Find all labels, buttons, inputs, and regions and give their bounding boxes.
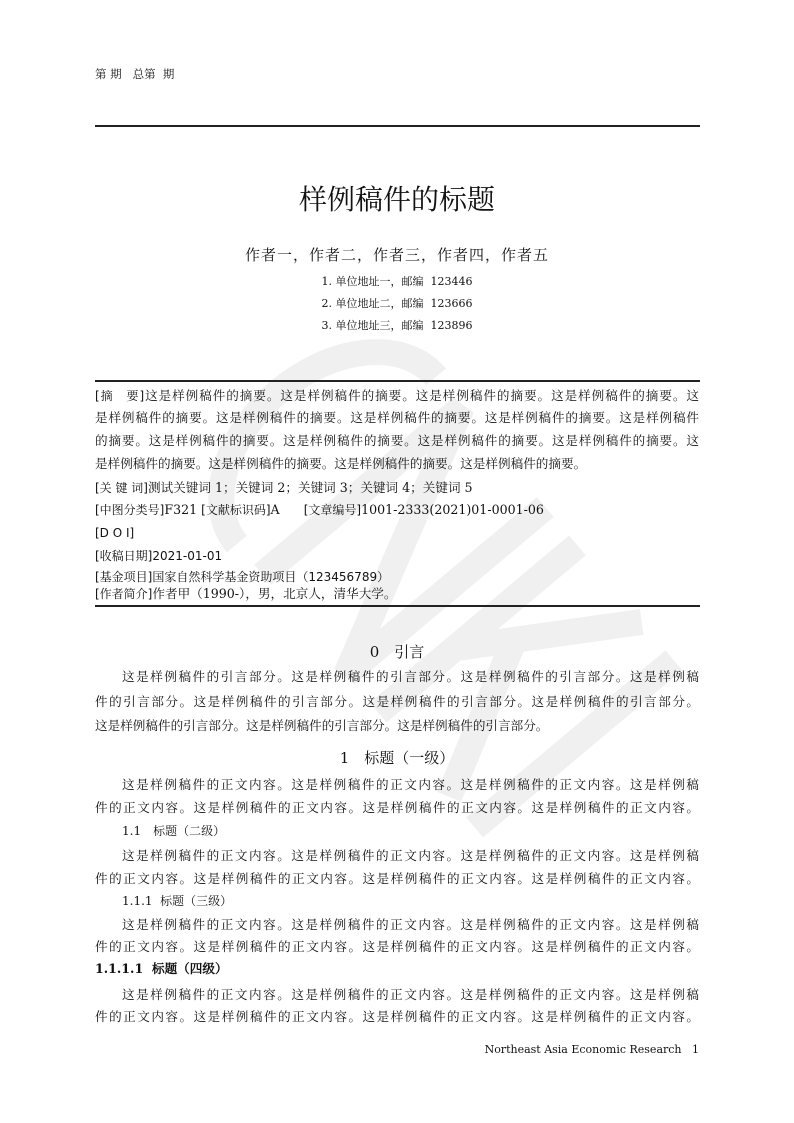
abstract-line: 是样例稿件的摘要。这是样例稿件的摘要。这是样例稿件的摘要。这是样例稿件的摘要。这是样例稿件 (95, 410, 699, 425)
received-date (95, 548, 699, 564)
doc-label: [文献标识码] (201, 503, 271, 517)
page-number: 1 (692, 1043, 699, 1056)
body-line: 件的正文内容。这是样例稿件的正文内容。这是样例稿件的正文内容。这是样例稿件的正文内容。 (95, 1009, 699, 1024)
article-label: [文章编号] (303, 503, 362, 517)
abstract-line: 是样例稿件的摘要。这是样例稿件的摘要。这是样例稿件的摘要。这是样例稿件的摘要。 (95, 456, 587, 471)
bio-label: [作者简介] (95, 587, 153, 601)
section-heading-1-1: 1.1 标题（二级） (122, 824, 226, 838)
clc-value: F321 (164, 502, 198, 517)
journal-name: Northeast Asia Economic Research (484, 1043, 682, 1056)
received-value: 2021-01-01 (152, 549, 223, 563)
body-line: 件的正文内容。这是样例稿件的正文内容。这是样例稿件的正文内容。这是样例稿件的正文内容。 (95, 871, 699, 886)
fund-value: 国家自然科学基金资助项目（123456789） (152, 570, 390, 584)
affiliation-3: 3. 单位地址三，邮编 123896 (321, 319, 473, 332)
body-line: 这是样例稿件的正文内容。这是样例稿件的正文内容。这是样例稿件的正文内容。这是样例稿 (122, 777, 699, 792)
received-label: [收稿日期] (95, 549, 153, 563)
issue-header: 第 期 总第 期 (95, 67, 175, 81)
keywords-label: [关 键 词] (95, 481, 148, 495)
article-value: 1001-2333(2021)01-0001-06 (361, 502, 544, 517)
keywords-value: 测试关键词 1；关键词 2；关键词 3；关键词 4；关键词 5 (148, 480, 473, 495)
header-rule (95, 125, 700, 127)
body-line: 这是样例稿件的正文内容。这是样例稿件的正文内容。这是样例稿件的正文内容。这是样例稿 (122, 917, 699, 932)
classification (95, 502, 699, 518)
paper-title: 样例稿件的标题 (298, 183, 495, 216)
abstract-text: 这是样例稿件的摘要。这是样例稿件的摘要。这是样例稿件的摘要。这是样例稿件的摘要。这 (144, 388, 699, 403)
clc-label: [中图分类号] (95, 503, 165, 517)
fund (95, 569, 699, 585)
abstract-bottom-rule (95, 605, 700, 607)
section-heading-1-1-1: 1.1.1 标题（三级） (122, 894, 233, 908)
affiliation-1: 1. 单位地址一，邮编 123446 (321, 275, 473, 288)
body-line: 这是样例稿件的引言部分。这是样例稿件的引言部分。这是样例稿件的引言部分。这是样例稿 (122, 669, 699, 684)
doc-value: A (270, 502, 280, 517)
abstract-top-rule (95, 380, 700, 382)
body-line: 这是样例稿件的正文内容。这是样例稿件的正文内容。这是样例稿件的正文内容。这是样例稿 (122, 987, 699, 1002)
body-line: 这是样例稿件的引言部分。这是样例稿件的引言部分。这是样例稿件的引言部分。 (95, 718, 549, 733)
keywords (95, 480, 699, 496)
body-line: 件的正文内容。这是样例稿件的正文内容。这是样例稿件的正文内容。这是样例稿件的正文内容。 (95, 939, 699, 954)
body-line: 件的引言部分。这是样例稿件的引言部分。这是样例稿件的引言部分。这是样例稿件的引言部分。 (95, 694, 699, 709)
section-heading-1: 1 标题（一级） (339, 749, 455, 767)
fund-label: [基金项目] (95, 570, 153, 584)
page-footer (485, 1043, 699, 1056)
doi: [D O I] (95, 526, 135, 540)
bio-value: 作者甲（1990-），男，北京人，清华大学。 (152, 586, 397, 601)
section-heading-1-1-1-1: 1.1.1.1 标题（四级） (95, 961, 228, 976)
abstract-line (95, 388, 699, 404)
abstract-line: 的摘要。这是样例稿件的摘要。这是样例稿件的摘要。这是样例稿件的摘要。这是样例稿件的摘要。这 (95, 433, 699, 448)
section-heading-0: 0 引言 (369, 643, 425, 661)
body-line: 件的正文内容。这是样例稿件的正文内容。这是样例稿件的正文内容。这是样例稿件的正文内容。 (95, 800, 699, 815)
author-list: 作者一，作者二，作者三，作者四，作者五 (244, 246, 549, 264)
affiliation-2: 2. 单位地址二，邮编 123666 (321, 297, 473, 310)
abstract-label: [摘 要] (95, 389, 145, 403)
body-line: 这是样例稿件的正文内容。这是样例稿件的正文内容。这是样例稿件的正文内容。这是样例稿 (122, 848, 699, 863)
author-bio (95, 586, 699, 602)
